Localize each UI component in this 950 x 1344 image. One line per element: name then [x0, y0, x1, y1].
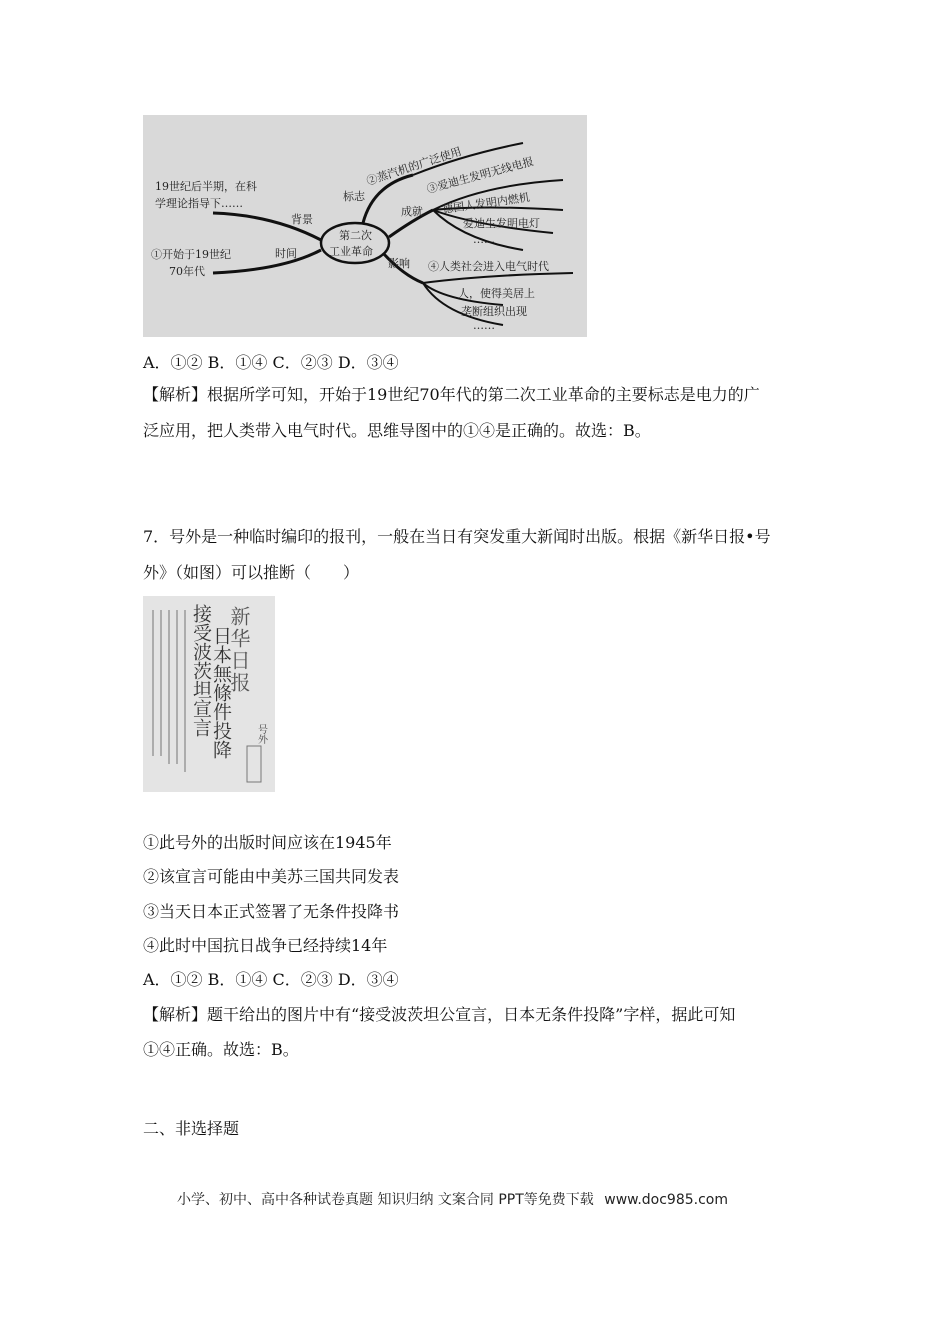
q6-analysis-line2: 泛应用，把人类带入电气时代。思维导图中的①④是正确的。故选：B。 — [143, 421, 651, 440]
q7-options: A．①② B．①④ C．②③ D．③④ — [143, 970, 399, 989]
mindmap-item-dots2: …… — [473, 319, 495, 332]
section-title: 二、非选择题 — [143, 1119, 240, 1138]
q6-options: A．①② B．①④ C．②③ D．③④ — [143, 353, 399, 372]
mindmap-label-achievement: 成就 — [401, 205, 423, 218]
mindmap-item-eff1: 人，使得美居上 — [458, 287, 535, 300]
mindmap-label-background: 背景 — [291, 213, 313, 226]
newspaper-headline1: 接受波茨坦宣言 — [190, 604, 212, 737]
q7-statement-1: ①此号外的出版时间应该在1945年 — [143, 833, 392, 852]
mindmap-branch-left-top-1: 19世纪后半期，在科 — [155, 180, 257, 193]
mindmap-center-line1: 第二次 — [339, 229, 372, 242]
mindmap-label-impact: 影响 — [388, 257, 410, 270]
mindmap-branch-left-bottom-2: 70年代 — [169, 265, 205, 278]
q6-analysis-line1: 【解析】根据所学可知，开始于19世纪70年代的第二次工业革命的主要标志是电力的广 — [143, 385, 760, 404]
q7-statement-3: ③当天日本正式签署了无条件投降书 — [143, 902, 400, 921]
mindmap-item-eff2: 垄断组织出现 — [461, 305, 527, 318]
newspaper-masthead: 新华日报 — [227, 606, 251, 694]
footer-url[interactable]: www.doc985.com — [604, 1192, 728, 1208]
newspaper-image — [143, 596, 275, 792]
newspaper-headline2: 日本無條件投降 — [210, 626, 232, 759]
mindmap-branch-left-top-2: 学理论指导下…… — [155, 197, 243, 210]
q7-stem-line1: 7．号外是一种临时编印的报刊，一般在当日有突发重大新闻时出版。根据《新华日报•号 — [143, 527, 771, 546]
q7-analysis-line1: 【解析】题干给出的图片中有“接受波茨坦公宣言，日本无条件投降”字样，据此可知 — [143, 1005, 736, 1024]
mindmap-item-dots1: …… — [473, 233, 495, 246]
mindmap-item-inv2: 爱迪生发明电灯 — [463, 217, 540, 230]
mindmap-center-line2: 工业革命 — [329, 245, 373, 258]
mindmap-item-4: ④人类社会进入电气时代 — [428, 260, 549, 273]
footer-text: 小学、初中、高中各种试卷真题 知识归纳 文案合同 PPT等免费下载 — [177, 1192, 594, 1208]
mindmap-item-inv1: 德国人发明内燃机 — [441, 190, 531, 216]
mindmap-label-time: 时间 — [275, 247, 297, 260]
newspaper-extra: 号外 — [255, 724, 267, 744]
mindmap-item-2: ②蒸汽机的广泛使用 — [364, 144, 464, 188]
q7-analysis-line2: ①④正确。故选：B。 — [143, 1040, 299, 1059]
mindmap-image — [143, 115, 587, 337]
mindmap-item-3: ③爱迪生发明无线电报 — [425, 154, 536, 196]
q7-statement-2: ②该宣言可能由中美苏三国共同发表 — [143, 867, 400, 886]
q7-statement-4: ④此时中国抗日战争已经持续14年 — [143, 936, 388, 955]
footer — [177, 1190, 728, 1210]
q7-stem-line2: 外》（如图）可以推断（ ） — [143, 563, 360, 582]
mindmap-label-mark: 标志 — [343, 190, 365, 203]
mindmap-branch-left-bottom-1: ①开始于19世纪 — [151, 248, 231, 261]
